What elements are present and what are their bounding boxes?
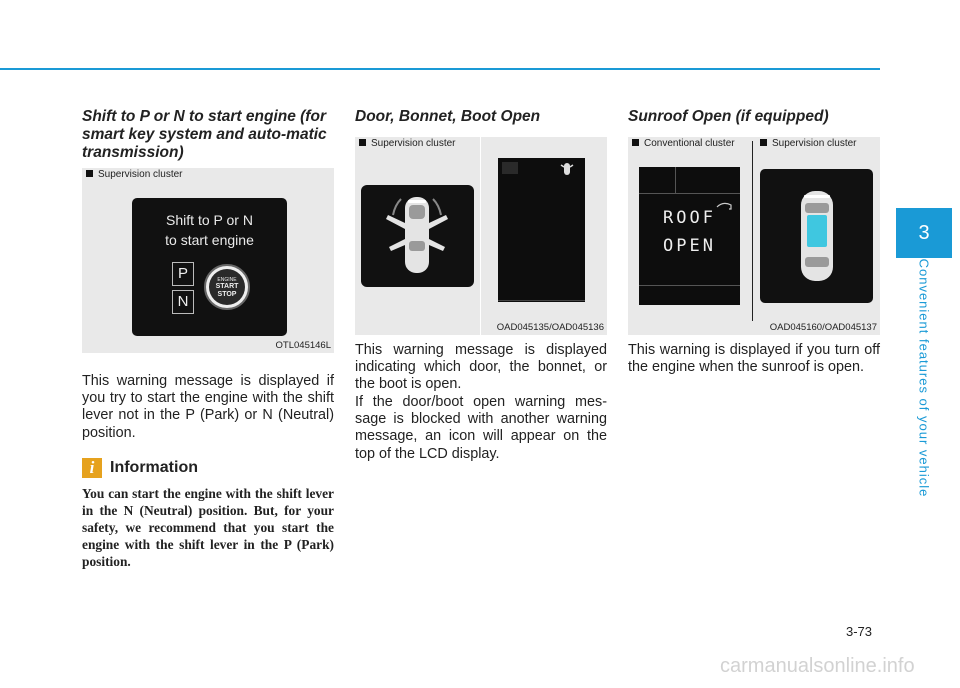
chapter-number: 3	[918, 222, 930, 244]
door-open-small-icon	[560, 162, 574, 176]
engine-start-stop-button-icon: ENGINE START STOP	[204, 264, 250, 310]
figure-door-open	[355, 137, 607, 335]
figure-code: OTL045146L	[275, 340, 331, 351]
figure-label: Supervision cluster	[86, 169, 182, 180]
figure-shift-warning	[82, 168, 334, 353]
square-bullet-icon	[760, 139, 767, 146]
lcd-display	[132, 198, 287, 336]
square-bullet-icon	[86, 170, 93, 177]
figure-sunroof-open	[628, 137, 880, 335]
information-body: You can start the engine with the shift lever in the N (Neutral) position. But, for your safety, we recommend that you start the engine with the shift lever in the P (Park) position.	[82, 486, 334, 569]
section-heading-sunroof: Sunroof Open (if equipped)	[628, 108, 829, 125]
figure-label-right: Supervision cluster	[760, 138, 856, 149]
lcd-message-line2: to start engine	[165, 232, 254, 248]
section-heading-shift: Shift to P or N to start engine (for smart key system and auto-matic transmission)	[82, 108, 327, 161]
figure-code: OAD045160/OAD045137	[769, 322, 877, 333]
figure-divider	[480, 137, 481, 335]
lcd-display-conventional	[639, 167, 740, 305]
page-number: 3-73	[846, 624, 873, 639]
section-heading-door: Door, Bonnet, Boot Open	[355, 108, 541, 125]
figure-label-left: Conventional cluster	[632, 138, 735, 149]
figure-divider	[752, 141, 753, 321]
body-text-sunroof: This warning is displayed if you turn off the engine when the sunroof is open.	[628, 342, 880, 376]
car-sunroof-open-icon	[760, 169, 873, 303]
lcd-display-supervision	[760, 169, 873, 303]
lcd-display-door	[361, 185, 474, 287]
body-text-door-1: This warning message is displayed indicating which door, the bonnet, or the boot is open.	[355, 342, 607, 393]
square-bullet-icon	[632, 139, 639, 146]
information-icon: i	[82, 458, 102, 478]
figure-label: Supervision cluster	[359, 138, 455, 149]
header-rule	[0, 68, 880, 70]
watermark: carmanualsonline.info	[720, 655, 915, 677]
lcd-message-line1: ROOF	[663, 208, 716, 228]
sunroof-small-icon	[715, 201, 733, 211]
car-doors-open-icon	[361, 185, 474, 287]
lcd-message-line2: OPEN	[663, 236, 716, 256]
lcd-display-icon-view	[498, 158, 585, 302]
body-text-shift: This warning message is displayed if you try to start the engine with the shift lever not in the P (Park) or N (Neutral) position.	[82, 373, 334, 441]
lcd-message-line1: Shift to P or N	[166, 212, 253, 228]
gear-p-icon: P	[172, 262, 194, 286]
figure-code: OAD045135/OAD045136	[496, 322, 604, 333]
information-title: Information	[110, 459, 198, 476]
gear-n-icon: N	[172, 290, 194, 314]
square-bullet-icon	[359, 139, 366, 146]
body-text-door-2: If the door/boot open warning mes-sage is blocked with another warning message, an icon will appear on the top of the LCD display.	[355, 394, 607, 462]
chapter-title: Convenient features of your vehicle	[916, 258, 932, 498]
